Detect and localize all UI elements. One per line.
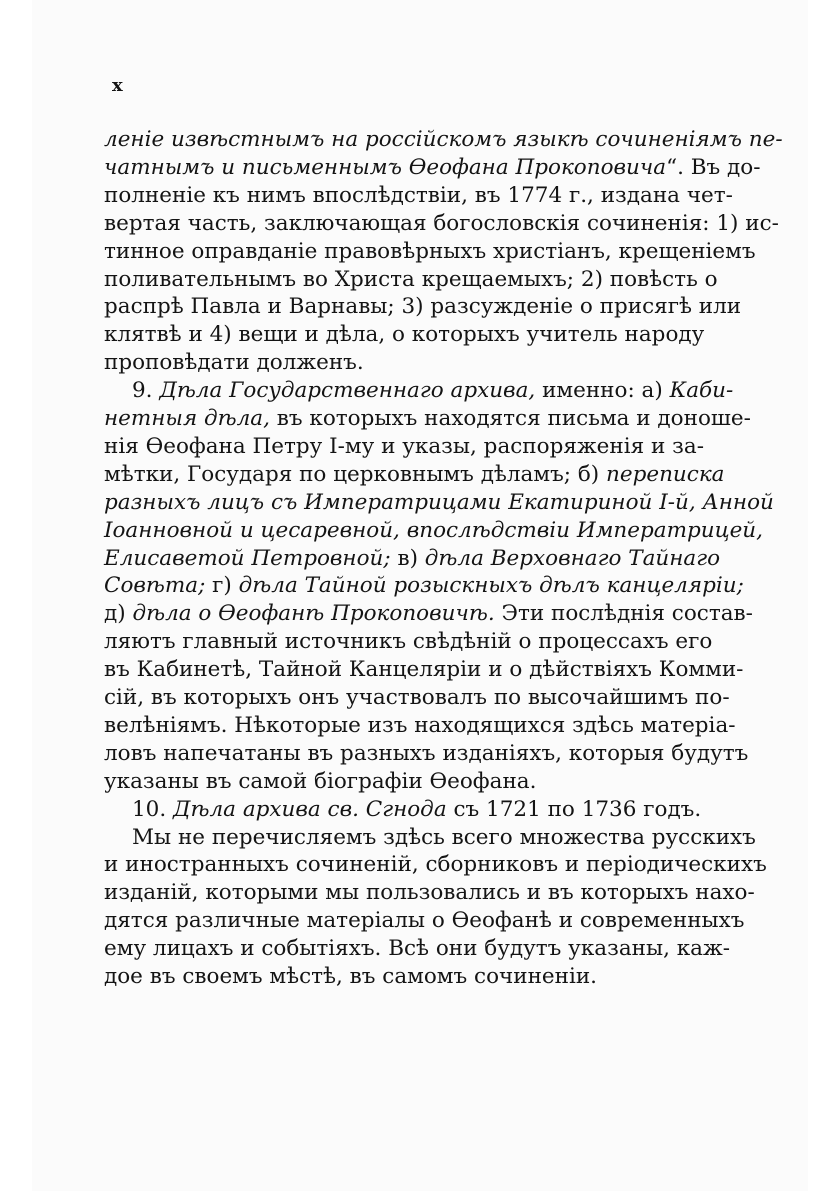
text-segment: нія Ѳеофана Петру I-му и указы, распоряженія и за- [104, 433, 704, 459]
text-line [104, 628, 713, 655]
text-line [132, 377, 734, 404]
text-segment: Мы не перечисляемъ здѣсь всего множества русскихъ [132, 824, 756, 850]
text-segment: ляютъ главный источникъ свѣдѣній о процессахъ его [104, 629, 713, 655]
text-segment: съ 1721 по 1736 годъ. [446, 796, 702, 822]
text-line [104, 433, 704, 460]
text-line [104, 935, 731, 962]
text-segment: полненіе къ нимъ впослѣдствіи, въ 1774 г., издана чет- [104, 182, 733, 208]
italic-segment: Елисаветой Петровной; [104, 545, 391, 571]
text-segment: Эти послѣднія состав- [494, 601, 753, 627]
text-segment: д) [104, 601, 133, 627]
text-line [132, 796, 702, 823]
text-line [104, 210, 779, 237]
page-number: x [112, 75, 123, 96]
text-segment: ловъ напечатаны въ разныхъ изданіяхъ, которыя будутъ [104, 740, 749, 766]
text-segment: мѣтки, Государя по церковнымъ дѣламъ; б) [104, 461, 607, 487]
text-segment: и иностранныхъ сочиненій, сборниковъ и періодическихъ [104, 852, 767, 878]
text-segment: г) [205, 573, 239, 599]
text-line [104, 740, 749, 767]
text-line [104, 182, 733, 209]
text-line [104, 461, 725, 488]
text-line [104, 712, 736, 739]
text-segment: 10. [132, 796, 174, 822]
italic-segment: Каби- [669, 378, 734, 404]
text-line [104, 238, 756, 265]
text-segment: дятся различные матеріалы о Ѳеофанѣ и современныхъ [104, 908, 745, 934]
text-line [104, 851, 767, 878]
italic-segment: Дѣла архива св. Сгнода [173, 796, 447, 822]
text-line [104, 656, 744, 683]
italic-segment: Дѣла Государственнаго архива, [159, 378, 536, 404]
text-line [104, 293, 742, 320]
italic-segment: разныхъ лицъ съ Императрицами Екатириной I-й, Анной [104, 489, 774, 515]
text-line [104, 600, 753, 627]
text-line [104, 489, 774, 516]
text-line [104, 963, 691, 990]
text-segment: в) [390, 545, 425, 571]
text-line [104, 405, 751, 432]
text-line [104, 768, 691, 795]
text-line [104, 572, 744, 599]
text-line [104, 545, 721, 572]
italic-segment: леніе извѣстнымъ на россійскомъ языкѣ сочиненіямъ пе- [104, 127, 783, 152]
text-line [104, 321, 705, 348]
text-line [104, 349, 691, 376]
text-segment: поливательнымъ во Христа крещаемыхъ; 2) повѣсть о [104, 266, 718, 292]
text-line [104, 684, 730, 711]
text-line [104, 154, 761, 181]
text-segment: въ Кабинетѣ, Тайной Канцеляріи и о дѣйствіяхъ Комми- [104, 657, 744, 683]
text-segment: “. Въ до- [666, 154, 761, 180]
text-segment: тинное оправданіе правовѣрныхъ христіанъ, крещеніемъ [104, 238, 756, 264]
text-segment: именно: а) [535, 378, 670, 404]
italic-segment: дѣла Верховнаго Тайнаго [424, 545, 721, 571]
text-line [104, 517, 763, 544]
italic-segment: Іоанновной и цесаревной, впослѣдствіи Императрицей, [104, 517, 763, 543]
text-line [104, 879, 755, 906]
text-segment: въ которыхъ находятся письма и доноше- [269, 406, 751, 431]
italic-segment: чатнымъ и письменнымъ Ѳеофана Прокоповича [104, 154, 667, 180]
text-segment: ему лицахъ и событіяхъ. Всѣ они будутъ указаны, каж- [104, 936, 731, 962]
text-segment: указаны въ самой біографіи Ѳеофана. [104, 768, 537, 794]
italic-segment: дѣла о Ѳеофанѣ Прокоповичѣ. [132, 601, 495, 627]
text-line [104, 266, 718, 293]
text-segment: дое въ своемъ мѣстѣ, въ самомъ сочиненіи. [104, 964, 597, 989]
text-segment: велѣніямъ. Нѣкоторые изъ находящихся здѣсь матеріа- [104, 712, 736, 738]
text-segment: изданій, которыми мы пользовались и въ которыхъ нахо- [104, 880, 755, 906]
text-segment: проповѣдати долженъ. [104, 350, 364, 376]
text-segment: 9. [132, 378, 160, 404]
text-segment: распрѣ Павла и Варнавы; 3) разсужденіе о присягѣ или [104, 294, 742, 320]
text-segment: сій, въ которыхъ онъ участвовалъ по высочайшимъ по- [104, 685, 730, 710]
text-line [104, 907, 745, 934]
text-segment: клятвѣ и 4) вещи и дѣла, о которыхъ учитель народу [104, 322, 705, 348]
italic-segment: Совѣта; [104, 573, 206, 599]
text-line [104, 126, 783, 153]
italic-segment: дѣла Тайной розыскныхъ дѣлъ канцеляріи; [238, 573, 744, 599]
text-line [132, 824, 756, 851]
italic-segment: переписка [606, 461, 725, 487]
italic-segment: нетныя дѣла, [104, 406, 270, 431]
text-segment: вертая часть, заключающая богословскія сочиненія: 1) ис- [104, 210, 779, 236]
